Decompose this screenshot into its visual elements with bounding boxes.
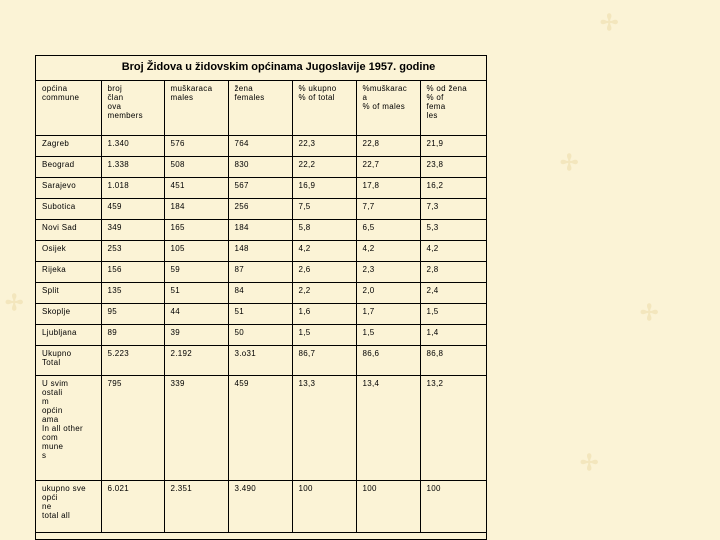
value-cell: 830 [228, 157, 292, 178]
value-cell: 100 [356, 481, 420, 533]
commune-name-cell: Ukupno Total [36, 346, 101, 376]
value-cell: 339 [164, 376, 228, 481]
value-cell: 86,7 [292, 346, 356, 376]
value-cell: 2,6 [292, 262, 356, 283]
commune-name-cell: Sarajevo [36, 178, 101, 199]
value-cell: 135 [101, 283, 164, 304]
commune-name-cell: ukupno sve opći ne total all [36, 481, 101, 533]
value-cell: 89 [101, 325, 164, 346]
background-pattern: ✢ [600, 10, 619, 36]
value-cell: 184 [228, 220, 292, 241]
background-pattern: ✢ [640, 300, 659, 326]
column-header: žena females [228, 81, 292, 136]
commune-name-cell: Osijek [36, 241, 101, 262]
value-cell: 1,6 [292, 304, 356, 325]
value-cell: 22,7 [356, 157, 420, 178]
table-row [36, 178, 487, 199]
commune-name-cell: Rijeka [36, 262, 101, 283]
value-cell: 4,2 [292, 241, 356, 262]
background-pattern: ✢ [5, 290, 24, 316]
column-header: muškaraca males [164, 81, 228, 136]
commune-name-cell: Subotica [36, 199, 101, 220]
value-cell: 86,8 [420, 346, 487, 376]
jewish-population-table [36, 81, 487, 533]
value-cell: 567 [228, 178, 292, 199]
commune-name-cell: Skoplje [36, 304, 101, 325]
table-title: Broj Židova u židovskim općinama Jugoslavije 1957. godine [36, 56, 486, 81]
value-cell: 44 [164, 304, 228, 325]
value-cell: 165 [164, 220, 228, 241]
value-cell: 50 [228, 325, 292, 346]
value-cell: 17,8 [356, 178, 420, 199]
column-header: %muškarac a % of males [356, 81, 420, 136]
value-cell: 5,3 [420, 220, 487, 241]
value-cell: 22,2 [292, 157, 356, 178]
value-cell: 39 [164, 325, 228, 346]
value-cell: 13,2 [420, 376, 487, 481]
value-cell: 4,2 [356, 241, 420, 262]
value-cell: 13,3 [292, 376, 356, 481]
table-row [36, 325, 487, 346]
value-cell: 1,7 [356, 304, 420, 325]
value-cell: 1,5 [292, 325, 356, 346]
value-cell: 21,9 [420, 136, 487, 157]
value-cell: 2,8 [420, 262, 487, 283]
value-cell: 576 [164, 136, 228, 157]
value-cell: 1,5 [420, 304, 487, 325]
value-cell: 51 [228, 304, 292, 325]
value-cell: 349 [101, 220, 164, 241]
table-row [36, 283, 487, 304]
value-cell: 764 [228, 136, 292, 157]
value-cell: 3.o31 [228, 346, 292, 376]
column-header: općina commune [36, 81, 101, 136]
value-cell: 1,5 [356, 325, 420, 346]
value-cell: 22,8 [356, 136, 420, 157]
value-cell: 84 [228, 283, 292, 304]
column-header: % od žena % of fema les [420, 81, 487, 136]
commune-name-cell: Zagreb [36, 136, 101, 157]
value-cell: 16,9 [292, 178, 356, 199]
table-row [36, 136, 487, 157]
value-cell: 1.018 [101, 178, 164, 199]
commune-name-cell: Ljubljana [36, 325, 101, 346]
value-cell: 2,4 [420, 283, 487, 304]
table-header-row [36, 81, 487, 136]
value-cell: 148 [228, 241, 292, 262]
value-cell: 23,8 [420, 157, 487, 178]
value-cell: 1.338 [101, 157, 164, 178]
value-cell: 87 [228, 262, 292, 283]
value-cell: 22,3 [292, 136, 356, 157]
value-cell: 4,2 [420, 241, 487, 262]
column-header: % ukupno % of total [292, 81, 356, 136]
value-cell: 2.192 [164, 346, 228, 376]
background-pattern: ✢ [580, 450, 599, 476]
table-row [36, 262, 487, 283]
statistics-table-frame [35, 55, 487, 540]
table-row [36, 346, 487, 376]
value-cell: 3.490 [228, 481, 292, 533]
value-cell: 7,7 [356, 199, 420, 220]
value-cell: 459 [228, 376, 292, 481]
commune-name-cell: Split [36, 283, 101, 304]
value-cell: 459 [101, 199, 164, 220]
value-cell: 16,2 [420, 178, 487, 199]
value-cell: 5.223 [101, 346, 164, 376]
table-row [36, 304, 487, 325]
value-cell: 2.351 [164, 481, 228, 533]
value-cell: 256 [228, 199, 292, 220]
value-cell: 1,4 [420, 325, 487, 346]
value-cell: 253 [101, 241, 164, 262]
value-cell: 100 [420, 481, 487, 533]
value-cell: 2,3 [356, 262, 420, 283]
table-row [36, 199, 487, 220]
table-row [36, 157, 487, 178]
value-cell: 95 [101, 304, 164, 325]
value-cell: 6.021 [101, 481, 164, 533]
value-cell: 7,3 [420, 199, 487, 220]
value-cell: 6,5 [356, 220, 420, 241]
commune-name-cell: Novi Sad [36, 220, 101, 241]
table-row [36, 220, 487, 241]
value-cell: 1.340 [101, 136, 164, 157]
table-row [36, 376, 487, 481]
value-cell: 13,4 [356, 376, 420, 481]
column-header: broj član ova members [101, 81, 164, 136]
value-cell: 51 [164, 283, 228, 304]
value-cell: 451 [164, 178, 228, 199]
value-cell: 86,6 [356, 346, 420, 376]
value-cell: 5,8 [292, 220, 356, 241]
value-cell: 184 [164, 199, 228, 220]
value-cell: 508 [164, 157, 228, 178]
value-cell: 7,5 [292, 199, 356, 220]
background-pattern: ✢ [560, 150, 579, 176]
table-row [36, 241, 487, 262]
value-cell: 59 [164, 262, 228, 283]
table-row [36, 481, 487, 533]
value-cell: 105 [164, 241, 228, 262]
value-cell: 156 [101, 262, 164, 283]
commune-name-cell: Beograd [36, 157, 101, 178]
value-cell: 2,2 [292, 283, 356, 304]
commune-name-cell: U svim ostali m općin ama In all other com mune s [36, 376, 101, 481]
value-cell: 795 [101, 376, 164, 481]
value-cell: 2,0 [356, 283, 420, 304]
value-cell: 100 [292, 481, 356, 533]
